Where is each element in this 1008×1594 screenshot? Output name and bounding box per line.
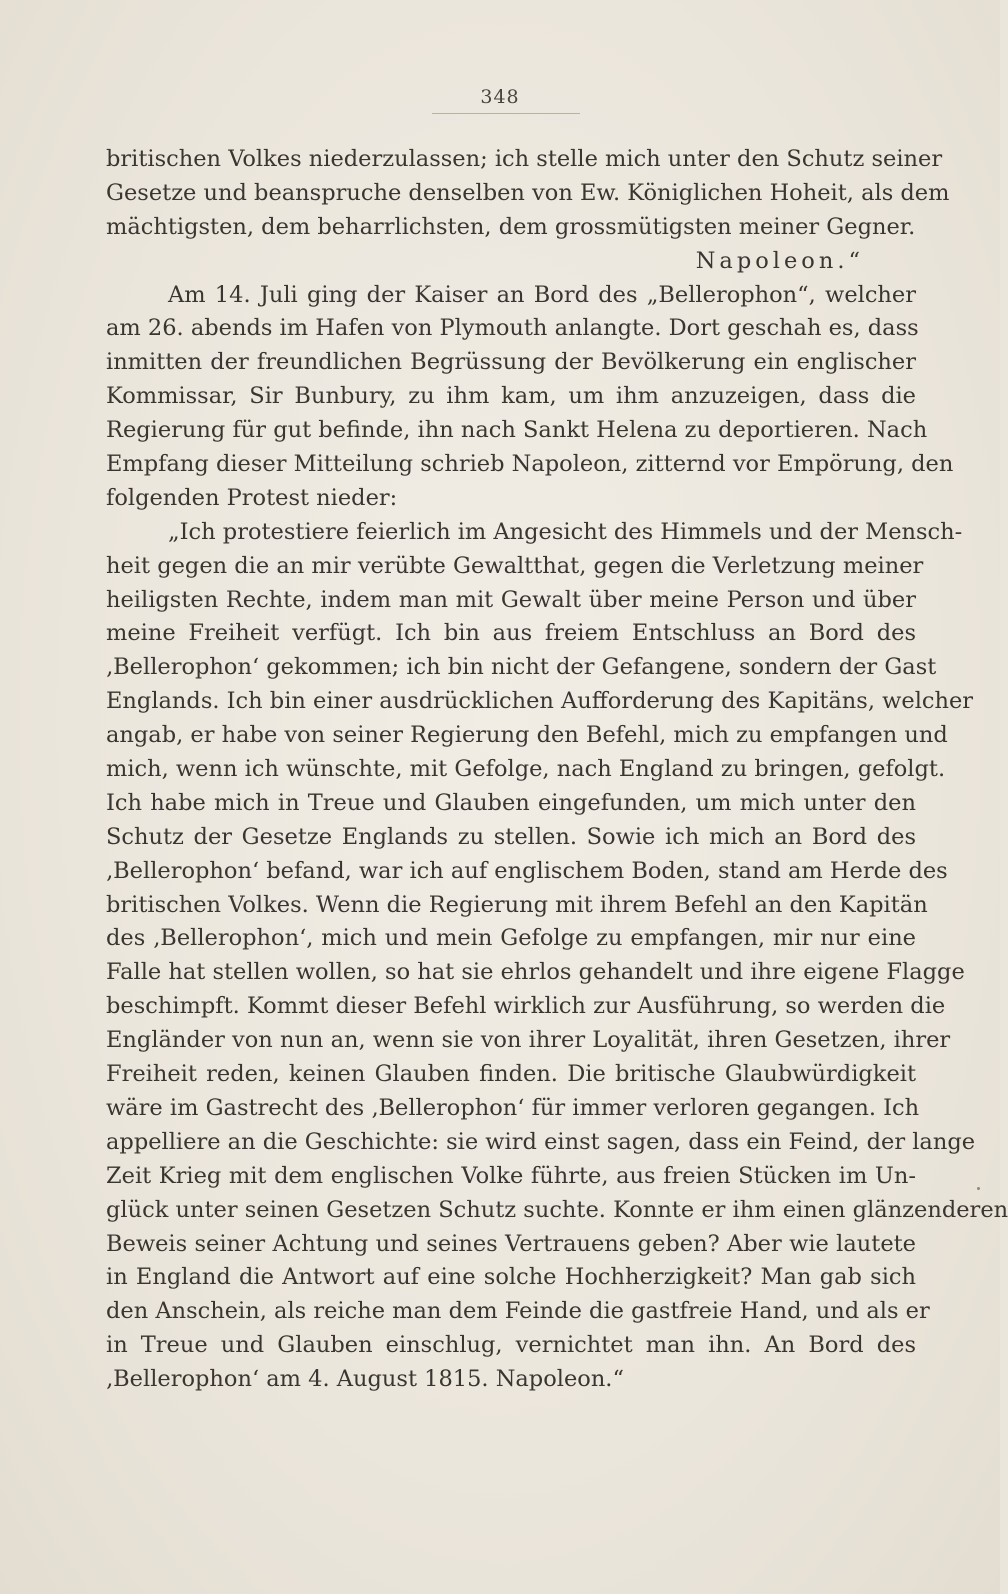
text-line: ‚Bellerophon‘ befand, war ich auf englischem Boden, stand am Herde des [106, 857, 948, 884]
text-line: Gesetze und beanspruche denselben von Ew. Königlichen Hoheit, als dem [106, 179, 950, 206]
text-line: Schutz der Gesetze Englands zu stellen. Sowie ich mich an Bord des [106, 823, 916, 850]
signature-line: Napoleon.“ [695, 247, 864, 274]
text-line: wäre im Gastrecht des ‚Bellerophon‘ für immer verloren gegangen. Ich [106, 1094, 920, 1121]
text-line: britischen Volkes niederzulassen; ich stelle mich unter den Schutz seiner [106, 146, 943, 172]
text-line: des ‚Bellerophon‘, mich und mein Gefolge zu empfangen, mir nur eine [106, 925, 916, 952]
text-line: angab, er habe von seiner Regierung den Befehl, mich zu empfangen und [106, 722, 948, 749]
text-line: heit gegen die an mir verübte Gewaltthat, gegen die Verletzung meiner [106, 552, 924, 579]
text-line: Zeit Krieg mit dem englischen Volke führte, aus freien Stücken im Un- [106, 1162, 916, 1189]
text-line: Empfang dieser Mitteilung schrieb Napoleon, zitternd vor Empörung, den [106, 451, 954, 478]
text-line: Engländer von nun an, wenn sie von ihrer Loyalität, ihren Gesetzen, ihrer [106, 1027, 951, 1054]
text-line: Freiheit reden, keinen Glauben finden. Die britische Glaubwürdigkeit [106, 1061, 916, 1088]
text-line: den Anschein, als reiche man dem Feinde die gastfreie Hand, und als er [106, 1298, 930, 1325]
text-line: mich, wenn ich wünschte, mit Gefolge, nach England zu bringen, gefolgt. [106, 756, 946, 783]
text-line: Regierung für gut befinde, ihn nach Sankt Helena zu deportieren. Nach [106, 417, 928, 444]
text-line: Beweis seiner Achtung und seines Vertrauens geben? Aber wie lautete [106, 1230, 916, 1257]
text-line: mächtigsten, dem beharrlichsten, dem grossmütigsten meiner Gegner. [106, 213, 916, 240]
text-line: Ich habe mich in Treue und Glauben eingefunden, um mich unter den [106, 789, 916, 816]
text-line: beschimpft. Kommt dieser Befehl wirklich zur Ausführung, so werden die [106, 993, 946, 1020]
page-number: 348 [480, 86, 520, 108]
text-line: folgenden Protest nieder: [106, 484, 398, 511]
text-line: glück unter seinen Gesetzen Schutz suchte. Konnte er ihm einen glänzenderen [106, 1196, 1008, 1223]
text-line: appelliere an die Geschichte: sie wird einst sagen, dass ein Feind, der lange [106, 1128, 976, 1155]
text-line: in England die Antwort auf eine solche Hochherzigkeit? Man gab sich [106, 1264, 916, 1291]
text-line: Kommissar, Sir Bunbury, zu ihm kam, um ihm anzuzeigen, dass die [106, 383, 916, 410]
body-text [106, 143, 1008, 1397]
paper-speck [977, 1187, 980, 1190]
text-line: britischen Volkes. Wenn die Regierung mit ihrem Befehl an den Kapitän [106, 891, 928, 918]
text-line: in Treue und Glauben einschlug, vernichtet man ihn. An Bord des [106, 1332, 916, 1359]
text-line: inmitten der freundlichen Begrüssung der Bevölkerung ein englischer [106, 349, 916, 376]
text-line: Englands. Ich bin einer ausdrücklichen Aufforderung des Kapitäns, welcher [106, 688, 974, 715]
text-line: ‚Bellerophon‘ am 4. August 1815. Napoleon.“ [106, 1366, 624, 1393]
text-line: Falle hat stellen wollen, so hat sie ehrlos gehandelt und ihre eigene Flagge [106, 959, 965, 986]
page-number-rule [432, 113, 580, 114]
text-line: Am 14. Juli ging der Kaiser an Bord des „Bellerophon“, welcher [168, 281, 916, 308]
text-line: ‚Bellerophon‘ gekommen; ich bin nicht der Gefangene, sondern der Gast [106, 654, 937, 681]
text-line: am 26. abends im Hafen von Plymouth anlangte. Dort geschah es, dass [106, 315, 919, 342]
text-line: „Ich protestiere feierlich im Angesicht des Himmels und der Mensch- [168, 518, 963, 545]
text-line: heiligsten Rechte, indem man mit Gewalt über meine Person und über [106, 586, 916, 613]
text-line: meine Freiheit verfügt. Ich bin aus freiem Entschluss an Bord des [106, 620, 916, 647]
